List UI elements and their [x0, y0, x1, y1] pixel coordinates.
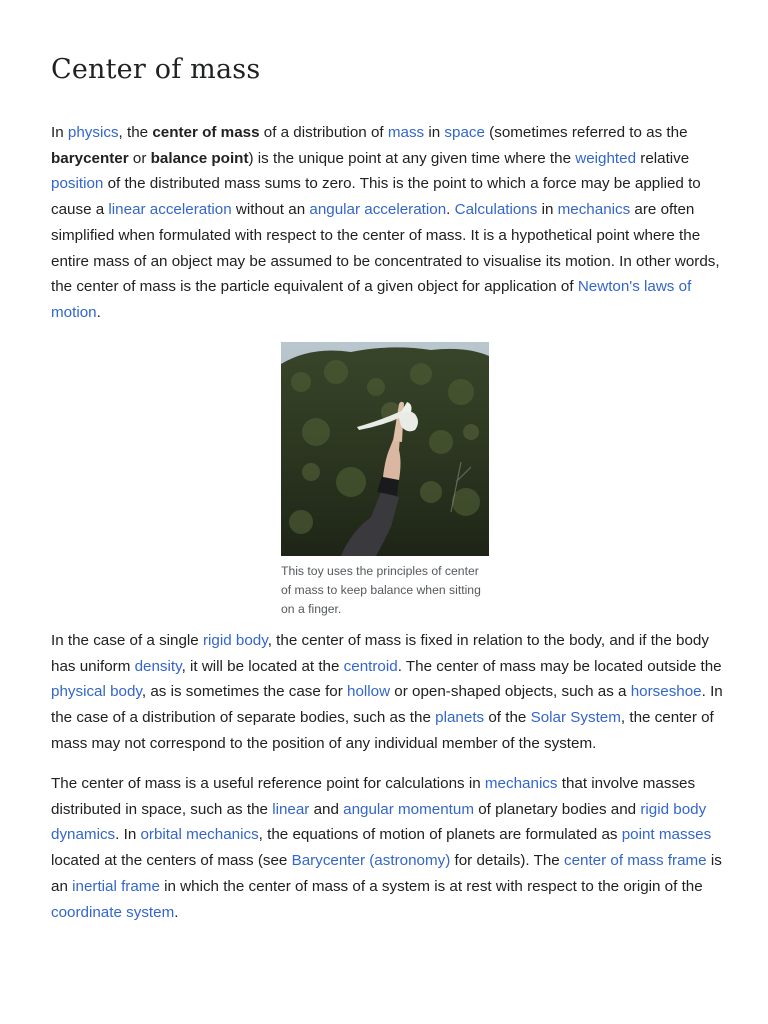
figure	[281, 342, 489, 619]
paragraph-rigid-body: In the case of a single rigid body, the center of mass is fixed in relation to the body, and if the body has uniform density, it will be located at the centroid. The center of mass may be located outside the physical body, as is sometimes the case for hollow or open-shaped objects, such as a horseshoe. In the case of a distribution of separate bodies, such as the planets of the Solar System, the center of mass may not correspond to the position of any individual member of the system.	[51, 632, 723, 752]
link-coordinate-system[interactable]: coordinate system	[51, 903, 175, 921]
paragraph-mechanics: The center of mass is a useful reference point for calculations in mechanics that involve masses distributed in space, such as the linear and angular momentum of planetary bodies and rigid body dynamics. In orbital mechanics, the equations of motion of planets are formulated as point masses located at the centers of mass (see Barycenter (astronomy) for details). The center of mass frame is an inertial frame in which the center of mass of a system is at rest with respect to the origin of the coordinate system.	[51, 775, 722, 921]
link-mechanics-2[interactable]: mechanics	[484, 775, 558, 792]
link-inertial-frame[interactable]: inertial frame	[72, 877, 160, 895]
page-title: Center of mass	[51, 54, 261, 85]
link-linear-acceleration[interactable]: linear acceleration	[108, 201, 232, 219]
link-position[interactable]: position	[51, 175, 104, 193]
link-physical-body[interactable]: physical body	[51, 683, 142, 701]
link-calculations[interactable]: Calculations	[454, 201, 538, 219]
term-barycenter: barycenter	[51, 149, 129, 167]
link-weighted[interactable]: weighted	[575, 149, 637, 167]
intro-paragraph: In physics, the center of mass of a distribution of mass in space (sometimes referred to as the barycenter or balance point) is the unique point at any given time where the weighted relative position of the distributed mass sums to zero. This is the point to which a force may be applied to cause a linear acceleration without an angular acceleration. Calculations in mechanics are often simplified when formulated with respect to the center of mass. It is a hypothetical point where the entire mass of an object may be assumed to be concentrated to visualise its motion. In other words, the center of mass is the particle equivalent of a given object for application of Newton's laws of motion.	[51, 124, 720, 321]
link-barycenter-astronomy[interactable]: Barycenter (astronomy)	[291, 852, 451, 870]
figure-caption: This toy uses the principles of center of mass to keep balance when sitting on a finger.	[281, 564, 481, 616]
link-angular-momentum[interactable]: angular momentum	[343, 800, 474, 818]
balancing-toy-photo[interactable]	[281, 342, 489, 556]
term-balance-point: balance point	[150, 149, 249, 167]
link-mechanics[interactable]: mechanics	[557, 201, 631, 219]
link-center-of-mass-frame[interactable]: center of mass frame	[563, 852, 707, 870]
link-point-masses[interactable]: point masses	[621, 826, 712, 844]
term-center-of-mass: center of mass	[152, 124, 260, 141]
link-mass[interactable]: mass	[387, 124, 425, 141]
link-linear[interactable]: linear	[272, 800, 310, 818]
link-newtons-laws[interactable]: Newton's laws of motion	[51, 278, 692, 321]
link-physics[interactable]: physics	[67, 124, 119, 141]
link-rigid-body[interactable]: rigid body	[202, 632, 268, 649]
link-centroid[interactable]: centroid	[343, 657, 398, 675]
link-space[interactable]: space	[444, 124, 485, 141]
link-angular-acceleration[interactable]: angular acceleration	[309, 201, 447, 219]
link-rigid-body-dynamics[interactable]: rigid body dynamics	[51, 800, 707, 844]
link-orbital-mechanics[interactable]: orbital mechanics	[140, 826, 259, 844]
link-planets[interactable]: planets	[435, 709, 485, 727]
link-solar-system[interactable]: Solar System	[530, 709, 621, 727]
link-hollow[interactable]: hollow	[347, 683, 391, 701]
link-horseshoe[interactable]: horseshoe	[630, 683, 702, 701]
link-density[interactable]: density	[134, 657, 182, 675]
